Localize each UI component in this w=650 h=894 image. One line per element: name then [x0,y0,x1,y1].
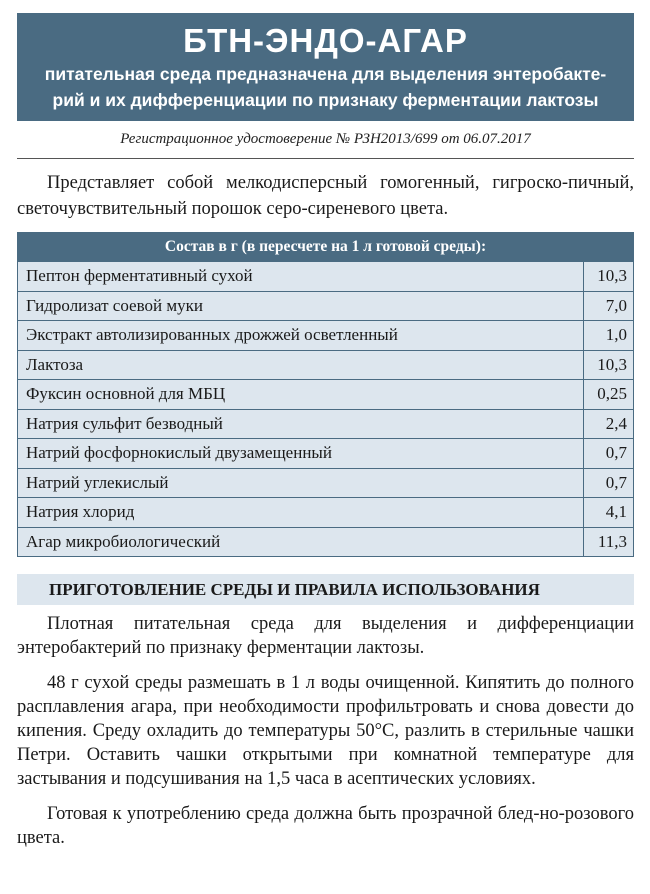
product-title: БТН-ЭНДО-АГАР [183,22,468,59]
ingredient-name: Натрия сульфит безводный [18,409,584,439]
table-row [18,439,634,469]
document-header [17,13,634,121]
table-row [18,498,634,528]
subtitle-line: рий и их дифференциации по признаку ферментации лактозы [52,90,599,110]
product-subtitle [17,61,634,113]
composition-section [17,232,634,557]
registration-certificate: Регистрационное удостоверение № РЗН2013/699 от 06.07.2017 [120,131,531,147]
composition-header: Состав в г (в пересчете на 1 л готовой среды): [17,232,634,261]
table-row [18,380,634,410]
table-row [18,468,634,498]
table-row [18,350,634,380]
ingredient-amount: 4,1 [584,498,634,528]
ingredient-amount: 10,3 [584,350,634,380]
paragraph: Плотная питательная среда для выделения и дифференциации энтеробактерий по признаку ферментации лактозы. [17,614,634,658]
composition-table [17,261,634,557]
table-row [18,291,634,321]
ingredient-name: Натрий фосфорнокислый двузамещенный [18,439,584,469]
preparation-header: ПРИГОТОВЛЕНИЕ СРЕДЫ И ПРАВИЛА ИСПОЛЬЗОВАНИЯ [17,574,634,605]
subtitle-line: питательная среда предназначена для выделения энтеробакте- [44,64,607,84]
ingredient-name: Гидролизат соевой муки [18,291,584,321]
table-row [18,262,634,292]
ingredient-name: Пептон ферментативный сухой [18,262,584,292]
ingredient-amount: 0,7 [584,468,634,498]
ingredient-name: Натрий углекислый [18,468,584,498]
paragraph: 48 г сухой среды размешать в 1 л воды очищенной. Кипятить до полного расплавления агара, при необходимости профильтровать и снова довести до кипения. Среду охладить до температуры 50°С, разлить в стерильные чашки Петри. Оставить чашки открытыми при комнатной температуре для застывания и подсушивания на 1,5 часа в асептических условиях. [17,673,634,789]
ingredient-name: Фуксин основной для МБЦ [18,380,584,410]
table-row [18,409,634,439]
ingredient-amount: 1,0 [584,321,634,351]
ingredient-name: Натрия хлорид [18,498,584,528]
intro-paragraph: Представляет собой мелкодисперсный гомогенный, гигроско-пичный, светочувствительный порошок серо-сиреневого цвета. [17,173,634,219]
ingredient-amount: 11,3 [584,527,634,557]
ingredient-amount: 0,7 [584,439,634,469]
paragraph: Готовая к употреблению среда должна быть прозрачной блед-но-розового цвета. [17,804,634,848]
table-row [18,321,634,351]
ingredient-amount: 7,0 [584,291,634,321]
divider [17,158,634,159]
ingredient-name: Агар микробиологический [18,527,584,557]
ingredient-amount: 0,25 [584,380,634,410]
ingredient-amount: 2,4 [584,409,634,439]
preparation-text [17,612,634,861]
ingredient-amount: 10,3 [584,262,634,292]
table-row [18,527,634,557]
ingredient-name: Лактоза [18,350,584,380]
ingredient-name: Экстракт автолизированных дрожжей осветленный [18,321,584,351]
